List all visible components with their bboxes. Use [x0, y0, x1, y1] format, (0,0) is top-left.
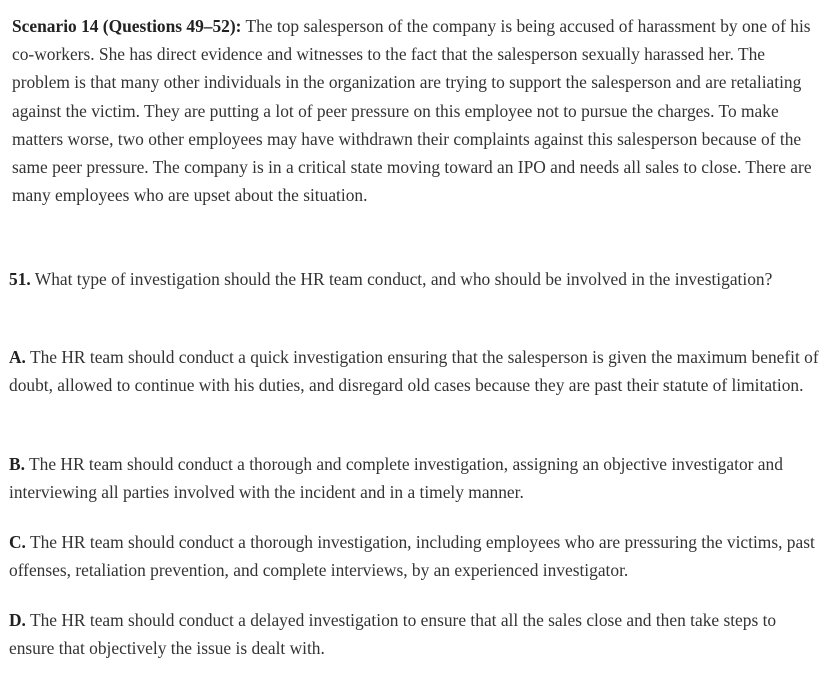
option-c-label: C.: [9, 532, 26, 552]
option-b: [9, 450, 821, 506]
option-c: [9, 528, 821, 584]
option-a-text: The HR team should conduct a quick investigation ensuring that the salesperson is given the maximum benefit of doubt, allowed to continue with his duties, and disregard old cases because they are past their statute of limitation.: [9, 347, 819, 396]
option-d-label: D.: [9, 610, 26, 630]
option-b-label: B.: [9, 454, 25, 474]
question-paragraph: [9, 265, 821, 293]
option-d-text: The HR team should conduct a delayed investigation to ensure that all the sales close and then take steps to ensure that objectively the issue is dealt with.: [9, 610, 777, 659]
scenario-text: The top salesperson of the company is being accused of harassment by one of his co-workers. She has direct evidence and witnesses to the fact that the salesperson sexually harassed her. The problem is that many other individuals in the organization are trying to support the salesperson and are retaliating against the victim. They are putting a lot of peer pressure on this employee not to pursue the charges. To make matters worse, two other employees may have withdrawn their complaints against this salesperson because of the same peer pressure. The company is in a critical state moving toward an IPO and needs all sales to close. There are many employees who are upset about the situation.: [12, 16, 812, 206]
option-b-text: The HR team should conduct a thorough and complete investigation, assigning an objective investigator and interviewing all parties involved with the incident and in a timely manner.: [9, 454, 783, 503]
question-text: What type of investigation should the HR team conduct, and who should be involved in the investigation?: [34, 269, 773, 289]
option-a-label: A.: [9, 347, 26, 367]
question-number: 51.: [9, 269, 31, 289]
option-c-text: The HR team should conduct a thorough investigation, including employees who are pressuring the victims, past offenses, retaliation prevention, and complete interviews, by an experienced investigator.: [9, 532, 815, 581]
scenario-heading: Scenario 14 (Questions 49–52):: [12, 16, 242, 36]
option-a: [9, 343, 821, 399]
option-d: [9, 606, 821, 662]
scenario-paragraph: [12, 12, 822, 209]
